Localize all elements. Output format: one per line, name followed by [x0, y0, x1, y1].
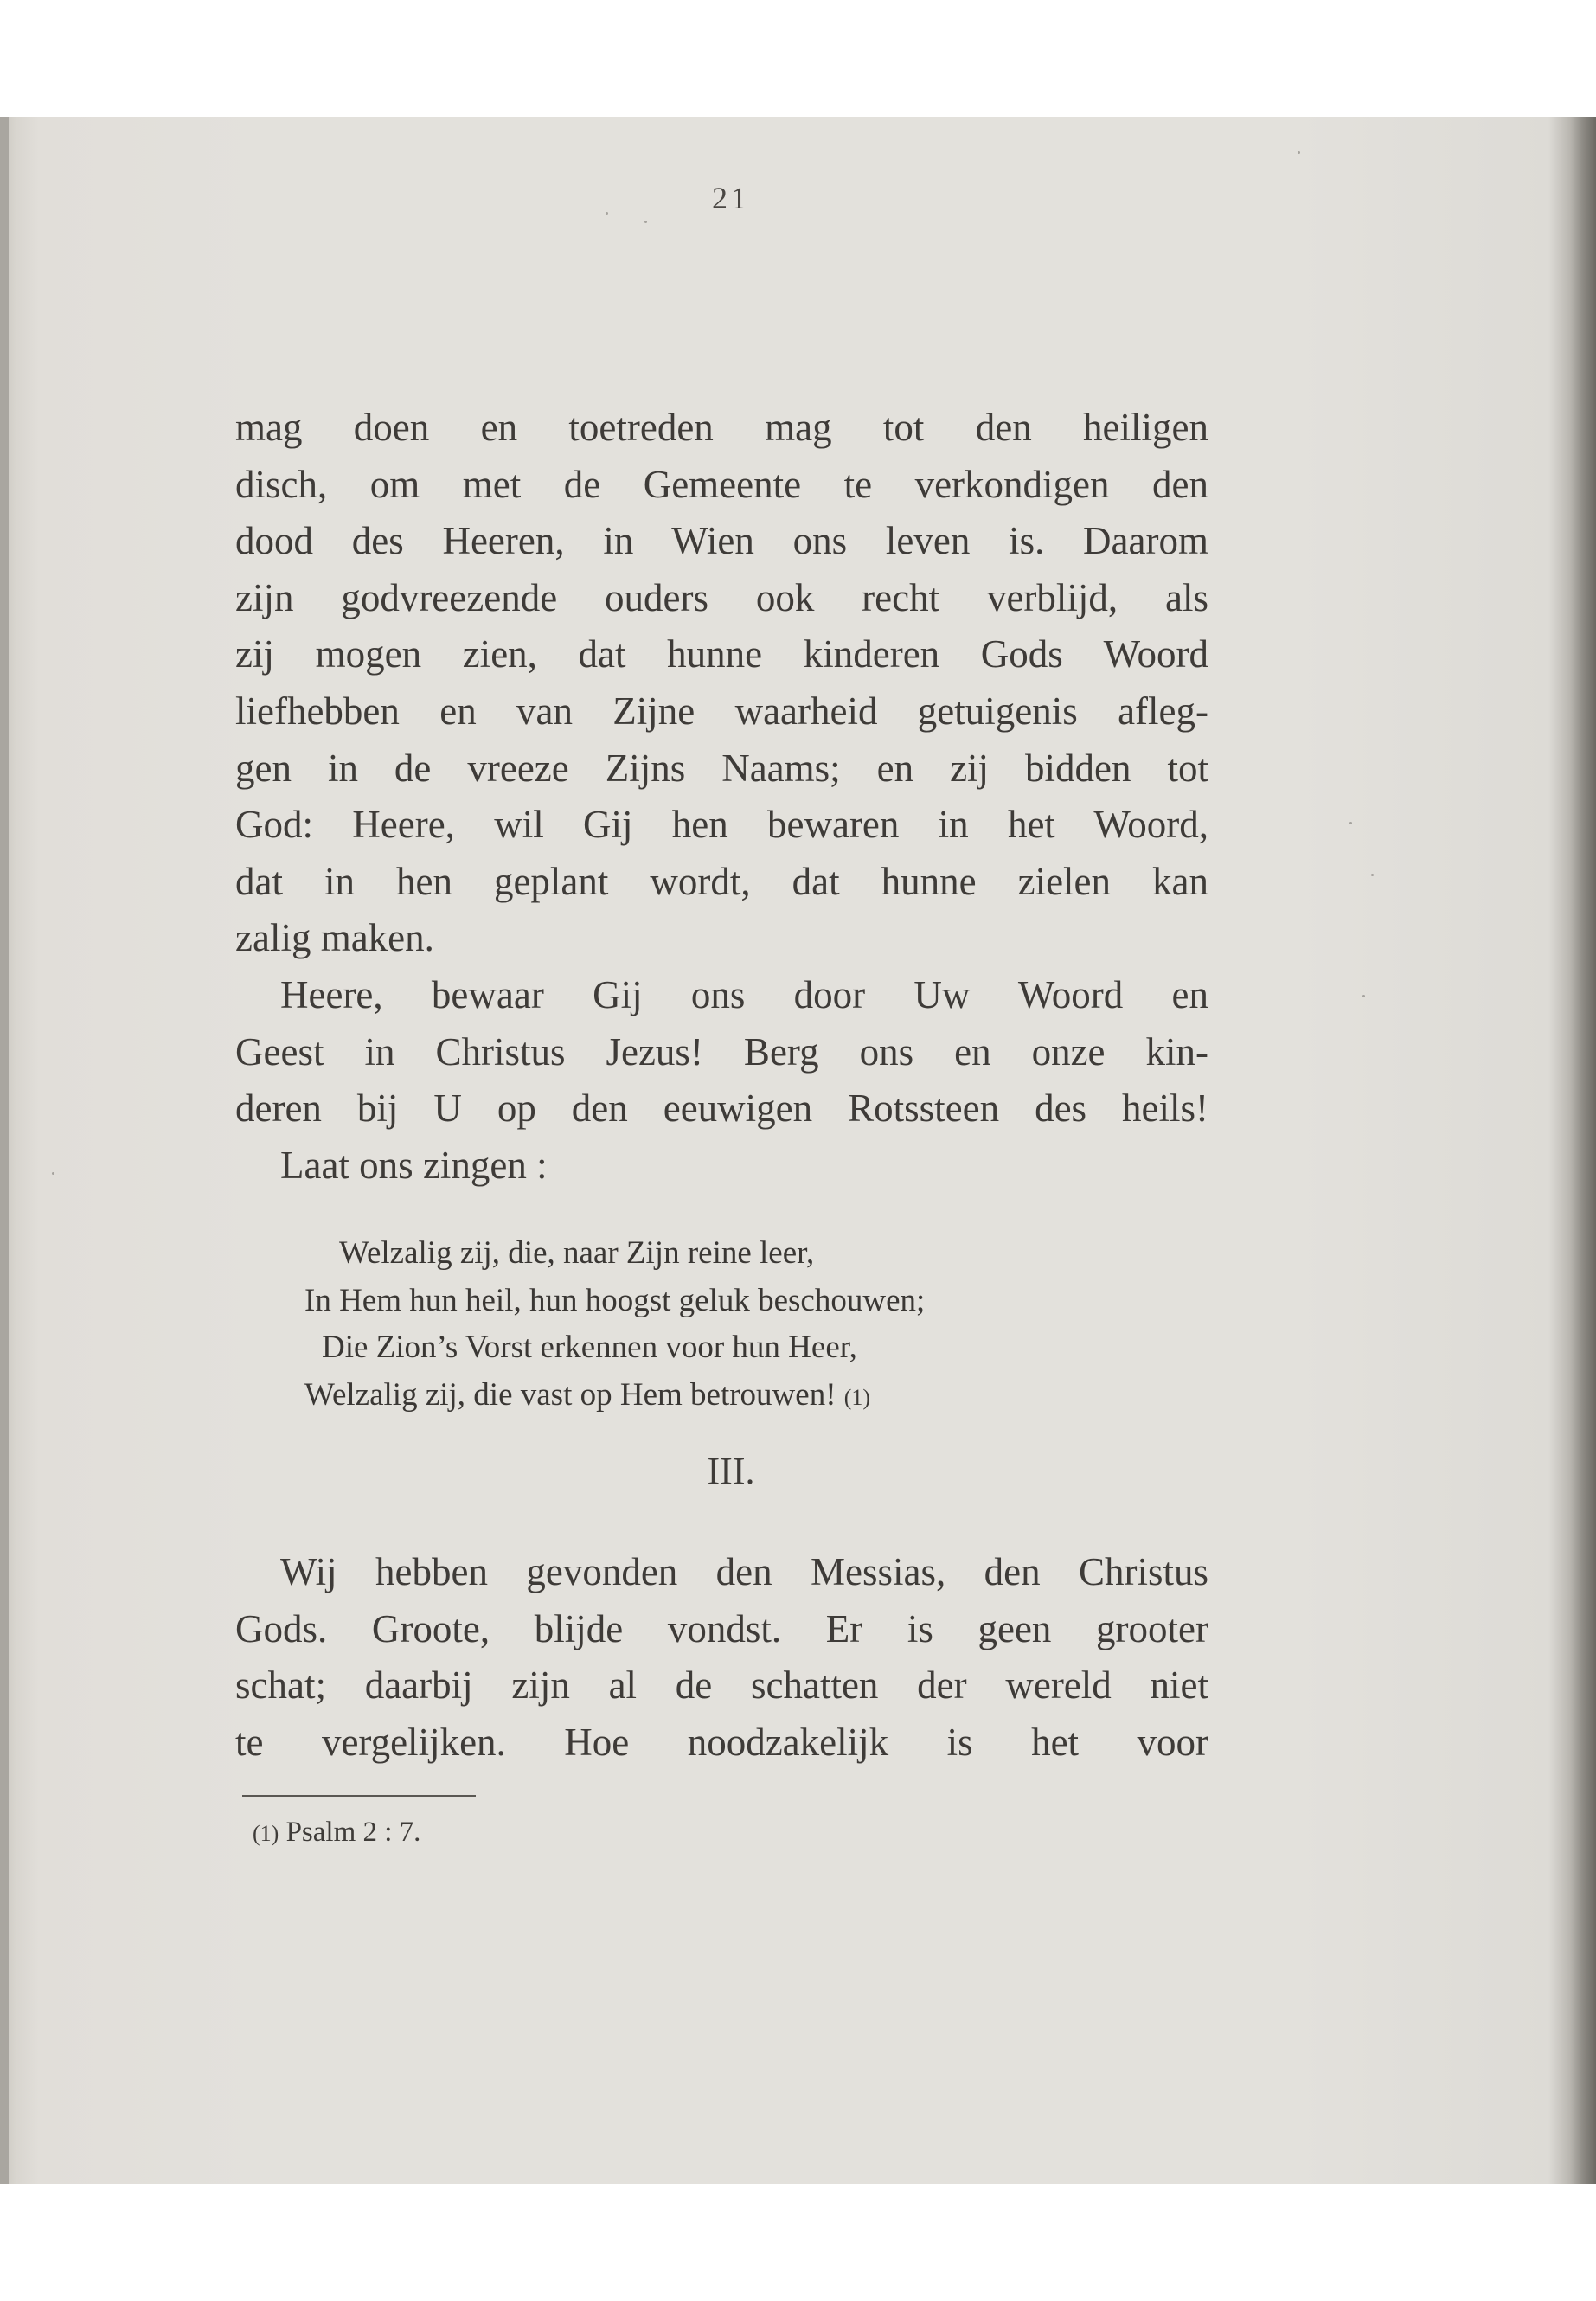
- text-line: Geest in Christus Jezus! Berg ons en onze kin-: [235, 1029, 1208, 1074]
- footnote: [253, 1817, 420, 1849]
- text-line: te vergelijken. Hoe noodzakelijk is het voor: [235, 1720, 1208, 1764]
- body-paragraph-section-3: [235, 1544, 1208, 1771]
- text-line: disch, om met de Gemeente te verkondigen den: [235, 462, 1208, 506]
- paper-speck: [1298, 151, 1300, 154]
- text-line: gen in de vreeze Zijns Naams; en zij bidden tot: [235, 746, 1208, 790]
- verse-line: In Hem hun heil, hun hoogst geluk beschouwen;: [304, 1282, 926, 1318]
- page-edge-shadow: [0, 117, 9, 2184]
- text-line: zijn godvreezende ouders ook recht verblijd, als: [235, 575, 1208, 619]
- text-line: Heere, bewaar Gij ons door Uw Woord en: [280, 972, 1208, 1016]
- text-line: schat; daarbij zijn al de schatten der wereld niet: [235, 1663, 1208, 1708]
- text-line: dood des Heeren, in Wien ons leven is. Daarom: [235, 519, 1208, 563]
- text-line: Laat ons zingen :: [280, 1143, 548, 1187]
- paper-speck: [1371, 874, 1374, 876]
- text-line: zij mogen zien, dat hunne kinderen Gods Woord: [235, 632, 1208, 676]
- text-line: mag doen en toetreden mag tot den heiligen: [235, 406, 1208, 449]
- verse-line-text: Welzalig zij, die vast op Hem betrouwen!: [304, 1376, 836, 1413]
- verse-line: [294, 1372, 1159, 1420]
- page-number: 21: [712, 181, 750, 215]
- text-line: zalig maken.: [235, 916, 434, 960]
- paper-speck: [1362, 995, 1365, 997]
- footnote-reference: (1): [843, 1384, 871, 1410]
- hymn-verse: [294, 1230, 1159, 1419]
- text-line: God: Heere, wil Gij hen bewaren in het Woord,: [235, 803, 1208, 847]
- footnote-text: Psalm 2 : 7.: [285, 1817, 421, 1848]
- text-line: Wij hebben gevonden den Messias, den Christus: [280, 1550, 1208, 1593]
- footnote-divider: [242, 1795, 476, 1797]
- verse-line: Welzalig zij, die, naar Zijn reine leer,: [339, 1235, 815, 1271]
- section-heading: III.: [707, 1450, 755, 1492]
- text-line: dat in hen geplant wordt, dat hunne zielen kan: [235, 859, 1208, 903]
- body-paragraphs: [235, 400, 1208, 1194]
- verse-line: Die Zion’s Vorst erkennen voor hun Heer,: [322, 1330, 857, 1365]
- paper-speck: [644, 221, 647, 223]
- text-line: liefhebben en van Zijne waarheid getuigenis afleg-: [235, 689, 1208, 733]
- paper-speck: [52, 1172, 54, 1175]
- paper-speck: [606, 212, 608, 215]
- paper-speck: [1349, 822, 1352, 824]
- footnote-marker: (1): [253, 1821, 279, 1846]
- text-line: deren bij U op den eeuwigen Rotssteen des heils!: [235, 1086, 1208, 1131]
- text-line: Gods. Groote, blijde vondst. Er is geen grooter: [235, 1606, 1208, 1650]
